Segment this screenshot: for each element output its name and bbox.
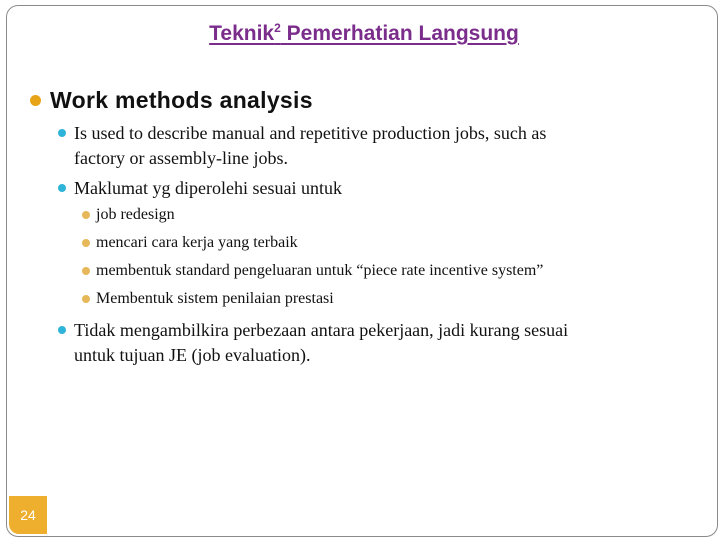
bullet-3-line-1: Tidak mengambilkira perbezaan antara pekerjaan, jadi kurang sesuai	[74, 320, 569, 340]
bullet-1-line-1: Is used to describe manual and repetitive production jobs, such as	[74, 123, 547, 143]
bullet-icon	[82, 239, 90, 247]
sub-bullet-2	[96, 234, 298, 252]
slide-title	[0, 22, 728, 46]
title-rest: Pemerhatian Langsung	[280, 22, 519, 45]
bullet-icon	[58, 326, 66, 334]
bullet-3-line-2: untuk tujuan JE (job evaluation).	[74, 345, 311, 365]
bullet-2-text: Maklumat yg diperolehi sesuai untuk	[74, 178, 342, 198]
bullet-1-line-2: factory or assembly-line jobs.	[74, 148, 288, 168]
sub-bullet-1	[96, 206, 175, 224]
page-number: 24	[20, 507, 36, 523]
bullet-item-2	[74, 176, 342, 201]
sub-bullet-3-text: membentuk standard pengeluaran untuk “piece rate incentive system”	[96, 262, 544, 279]
bullet-icon	[58, 129, 66, 137]
bullet-icon	[82, 295, 90, 303]
title-main: Teknik	[209, 22, 275, 45]
bullet-icon	[82, 211, 90, 219]
bullet-icon	[30, 95, 41, 106]
bullet-item-3	[74, 318, 568, 368]
sub-bullet-1-text: job redesign	[96, 206, 175, 223]
sub-bullet-4	[96, 290, 334, 308]
sub-bullet-3	[96, 262, 543, 280]
title-superscript: 2	[274, 21, 281, 35]
sub-bullet-2-text: mencari cara kerja yang terbaik	[96, 234, 298, 251]
bullet-icon	[82, 267, 90, 275]
sub-bullet-4-text: Membentuk sistem penilaian prestasi	[96, 290, 334, 307]
heading-bullet	[50, 87, 313, 114]
page-number-badge	[9, 496, 47, 534]
bullet-icon	[58, 184, 66, 192]
bullet-item-1	[74, 121, 546, 171]
heading-text: Work methods analysis	[50, 87, 313, 113]
